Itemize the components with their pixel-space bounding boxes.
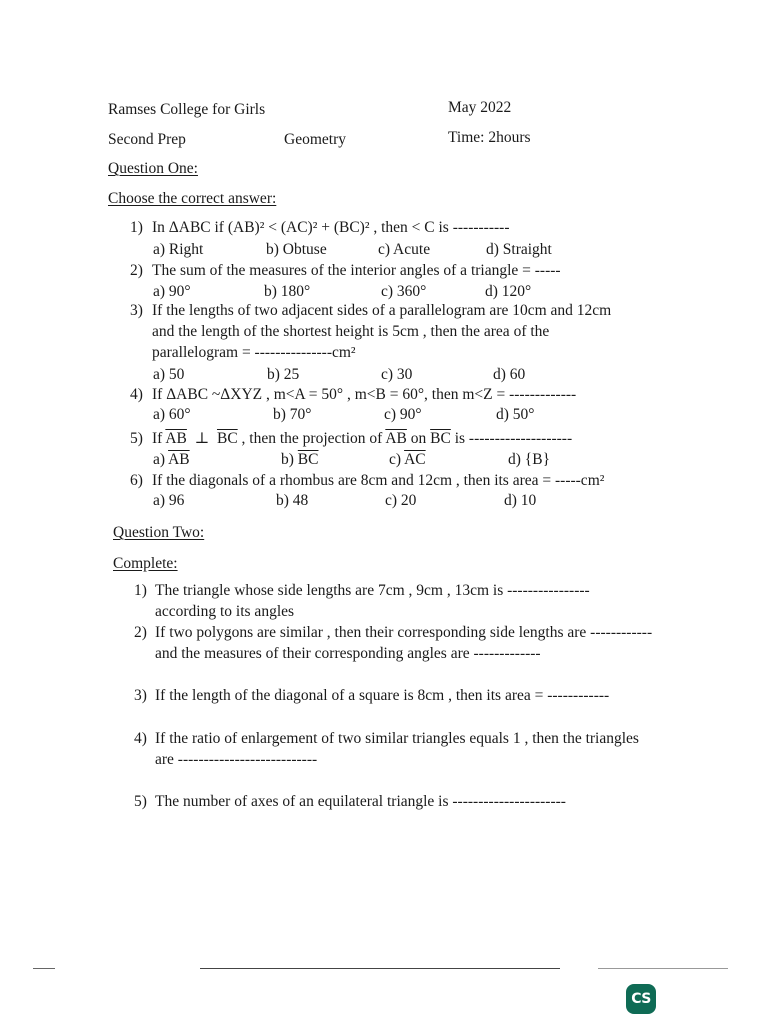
q2-item-4-num: 4) — [134, 730, 147, 747]
option-segment: $\overline{AC}$ — [404, 451, 426, 468]
segment-bc: $\overline{BC}$ — [216, 430, 238, 447]
option: b) 48 — [276, 492, 309, 509]
option: b) 180° — [264, 283, 311, 300]
q1-item-3-line-3: parallelogram = ---------------cm² — [152, 344, 356, 361]
q1-item-3-line-2: and the length of the shortest height is 5cm , then the area of the — [152, 323, 550, 340]
q1-item-4-num: 4) — [130, 386, 143, 403]
option: c) 20 — [385, 492, 417, 509]
q2-item-4-line-2: are --------------------------- — [155, 751, 318, 768]
segment-ab: $\overline{AB}$ — [385, 430, 407, 447]
q1-item-3-options — [153, 366, 613, 384]
text: , then the projection of — [241, 430, 383, 447]
q1-item-5-options — [153, 451, 613, 469]
q1-item-4-text: If ΔABC ~ΔXYZ , m<A = 50° , m<B = 60°, then m<Z = ------------- — [152, 386, 577, 403]
q1-item-2-num: 2) — [130, 262, 143, 279]
q1-item-4-options — [153, 406, 613, 424]
option — [508, 451, 550, 469]
school-name: Ramses College for Girls — [108, 101, 266, 118]
option: b) 25 — [267, 366, 300, 383]
option: b) 70° — [273, 406, 312, 423]
q1-item-1-options — [153, 241, 613, 259]
option: b) Obtuse — [266, 241, 327, 258]
option: c) 30 — [381, 366, 413, 383]
q2-item-1-line-2: according to its angles — [155, 603, 295, 620]
exam-date: May 2022 — [448, 99, 512, 116]
option: c) 360° — [381, 283, 427, 300]
grade-level: Second Prep — [108, 131, 186, 148]
q2-item-2-line-1: If two polygons are similar , then their corresponding side lengths are ------------ — [155, 624, 653, 641]
option: a) 50 — [153, 366, 185, 383]
q2-item-2-line-2: and the measures of their corresponding angles are ------------- — [155, 645, 541, 662]
q1-item-3-num: 3) — [130, 302, 143, 319]
option-segment: $\overline{BC}$ — [297, 451, 319, 468]
option: a) 60° — [153, 406, 191, 423]
option: d) 50° — [496, 406, 535, 423]
segment-bc: $\overline{BC}$ — [430, 430, 451, 447]
scan-mark — [33, 968, 55, 969]
q1-item-2-options — [153, 283, 613, 301]
q1-item-5-num: 5) — [130, 430, 143, 447]
q2-item-1-line-1: The triangle whose side lengths are 7cm , 9cm , 13cm is ---------------- — [155, 582, 590, 599]
option: c) 90° — [384, 406, 422, 423]
q1-item-6-options — [153, 492, 613, 510]
scan-line — [598, 968, 728, 969]
option-value: {B} — [524, 451, 551, 468]
q2-item-2-num: 2) — [134, 624, 147, 641]
exam-duration: Time: 2hours — [448, 129, 531, 146]
text: is -------------------- — [454, 430, 573, 447]
text: on — [410, 430, 427, 447]
q2-item-3-num: 3) — [134, 687, 147, 704]
segment-ab: $\overline{AB}$ — [165, 430, 187, 447]
q1-item-2-text: The sum of the measures of the interior angles of a triangle = ----- — [152, 262, 561, 279]
option-letter: b) — [281, 451, 294, 468]
perpendicular-symbol: ⊥ — [194, 430, 210, 447]
q2-item-3-line-1: If the length of the diagonal of a square is 8cm , then its area = ------------ — [155, 687, 610, 704]
q1-item-1-num: 1) — [130, 219, 143, 236]
q1-item-3-line-1: If the lengths of two adjacent sides of a parallelogram are 10cm and 12cm — [152, 302, 612, 319]
option: a) 96 — [153, 492, 185, 509]
camscanner-logo: CS — [626, 984, 656, 1014]
text: If — [152, 430, 163, 447]
q1-title: Question One: — [108, 160, 198, 177]
option: a) Right — [153, 241, 204, 258]
q2-item-1-num: 1) — [134, 582, 147, 599]
option — [281, 451, 318, 469]
option-letter: a) — [153, 451, 166, 468]
q2-item-5-num: 5) — [134, 793, 147, 810]
option: d) 10 — [504, 492, 537, 509]
q1-item-1-text: In ΔABC if (AB)² < (AC)² + (BC)² , then < C is ----------- — [152, 219, 510, 236]
q1-item-5-text — [152, 430, 572, 448]
option: c) Acute — [378, 241, 431, 258]
q1-item-6-text: If the diagonals of a rhombus are 8cm and 12cm , then its area = -----cm² — [152, 472, 605, 489]
q2-instruction: Complete: — [113, 555, 178, 572]
q2-item-5-line-1: The number of axes of an equilateral triangle is ---------------------- — [155, 793, 566, 810]
option: a) 90° — [153, 283, 191, 300]
option-letter: c) — [389, 451, 402, 468]
scan-line — [200, 968, 560, 969]
q2-title: Question Two: — [113, 524, 205, 541]
q1-item-6-num: 6) — [130, 472, 143, 489]
option: d) 60 — [493, 366, 526, 383]
option-segment: $\overline{AB}$ — [168, 451, 190, 468]
option: d) Straight — [486, 241, 552, 258]
q2-item-4-line-1: If the ratio of enlargement of two similar triangles equals 1 , then the triangles — [155, 730, 639, 747]
option: d) 120° — [485, 283, 532, 300]
q1-instruction: Choose the correct answer: — [108, 190, 277, 207]
option-letter: d) — [508, 451, 521, 468]
option — [389, 451, 426, 469]
subject: Geometry — [284, 131, 346, 148]
option — [153, 451, 190, 469]
